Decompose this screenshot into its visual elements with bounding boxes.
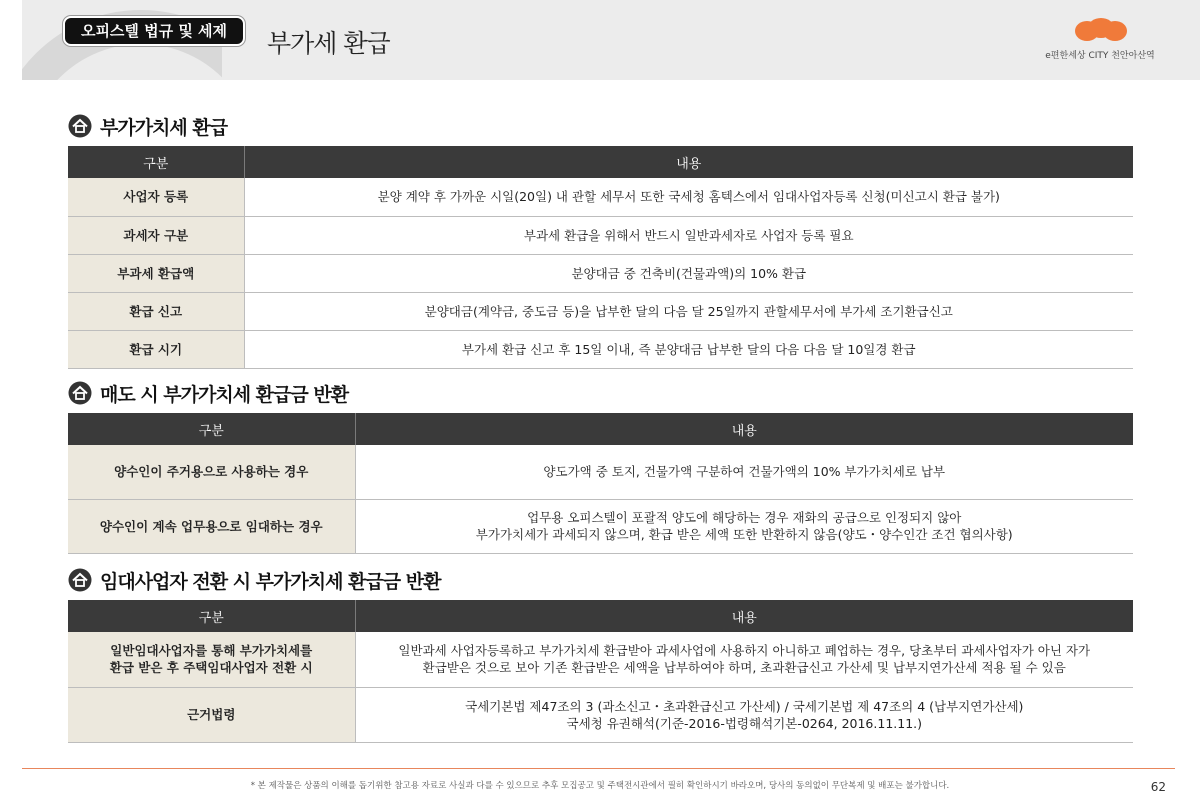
house-icon: [68, 381, 92, 405]
table-row: [68, 178, 1133, 216]
row-content: 양도가액 중 토지, 건물가액 구분하여 건물가액의 10% 부가가치세로 납부: [355, 445, 1133, 499]
row-content: 부가세 환급 신고 후 15일 이내, 즉 분양대금 납부한 달의 다음 다음 달 10일경 환급: [244, 330, 1133, 368]
house-icon: [68, 114, 92, 138]
section-vat-refund: [68, 112, 1133, 369]
row-content: 분양 계약 후 가까운 시일(20일) 내 관할 세무서 또한 국세청 홈텍스에서 임대사업자등록 신청(미신고시 환급 불가): [244, 178, 1133, 216]
column-header: 내용: [355, 600, 1133, 632]
table-row: [68, 216, 1133, 254]
section-rental-conversion-return: [68, 566, 1133, 743]
content-line: 국세청 유권해석(기준-2016-법령해석기본-0264, 2016.11.11.): [566, 715, 922, 731]
row-label: 부과세 환급액: [68, 254, 244, 292]
table-row: [68, 687, 1133, 742]
table-row: [68, 330, 1133, 368]
column-header: 구분: [68, 600, 355, 632]
house-icon: [68, 568, 92, 592]
section-sale-refund-return: [68, 379, 1133, 554]
rental-conversion-table: [68, 600, 1133, 743]
column-header: 구분: [68, 146, 244, 178]
row-content: [355, 687, 1133, 742]
page-number: 62: [1150, 780, 1166, 794]
row-content: 분양대금(계약금, 중도금 등)을 납부한 달의 다음 달 25일까지 관할세무서에 부가세 조기환급신고: [244, 292, 1133, 330]
table-row: [68, 292, 1133, 330]
table-row: [68, 499, 1133, 553]
row-label: 환급 신고: [68, 292, 244, 330]
label-line: 일반임대사업자를 통해 부가가치세를: [110, 643, 313, 659]
section-title: 임대사업자 전환 시 부가가치세 환급금 반환: [100, 571, 441, 593]
content-line: 업무용 오피스텔이 포괄적 양도에 해당하는 경우 재화의 공급으로 인정되지 않아: [527, 510, 962, 525]
brand-logo-text: e편한세상 CITY 천안아산역: [1045, 51, 1155, 61]
table-row: [68, 254, 1133, 292]
row-label: 환급 시기: [68, 330, 244, 368]
row-content: 부과세 환급을 위해서 반드시 일반과세자로 사업자 등록 필요: [244, 216, 1133, 254]
row-label: [68, 632, 355, 687]
footer-divider: [22, 768, 1175, 769]
row-label: 사업자 등록: [68, 178, 244, 216]
row-label: 근거법령: [68, 687, 355, 742]
content-line: 국세기본법 제47조의 3 (과소신고・초과환급신고 가산세) / 국세기본법 제 47조의 4 (납부지연가산세): [465, 698, 1024, 714]
column-header: 내용: [355, 413, 1133, 445]
table-row: [68, 445, 1133, 499]
row-content: 분양대금 중 건축비(건물과액)의 10% 환급: [244, 254, 1133, 292]
row-label: 양수인이 주거용으로 사용하는 경우: [68, 445, 355, 499]
footer-disclaimer: * 본 제작물은 상품의 이해를 돕기위한 참고용 자료로 사실과 다를 수 있으므로 추후 모집공고 및 주택전시관에서 필히 확인하시기 바라오며, 당사의 동의없이 무단복제 및 배포는 불가합니다.: [250, 781, 950, 791]
content-line: 부가가치세가 과세되지 않으며, 환급 받은 세액 또한 반환하지 않음(양도・양수인간 조건 협의사항): [475, 527, 1013, 542]
row-label: 양수인이 계속 업무용으로 임대하는 경우: [68, 499, 355, 553]
content-line: 환급받은 것으로 보아 기존 환급받은 세액을 납부하여야 하며, 초과환급신고 가산세 및 납부지연가산세 적용 될 수 있음: [422, 660, 1066, 676]
column-header: 구분: [68, 413, 355, 445]
section-title: 매도 시 부가가치세 환급금 반환: [100, 384, 349, 406]
content-line: 일반과세 사업자등록하고 부가가치세 환급받아 과세사업에 사용하지 아니하고 폐업하는 경우, 당초부터 과세사업자가 아닌 자가: [398, 643, 1091, 659]
section-title: 부가가치세 환급: [100, 117, 228, 139]
category-badge: 오피스텔 법규 및 세제: [63, 16, 245, 46]
brand-logo-icon: [1075, 18, 1127, 42]
vat-refund-table: [68, 146, 1133, 369]
label-line: 환급 받은 후 주택임대사업자 전환 시: [109, 660, 313, 676]
table-row: [68, 632, 1133, 687]
row-content: [355, 499, 1133, 553]
row-content: [355, 632, 1133, 687]
row-label: 과세자 구분: [68, 216, 244, 254]
column-header: 내용: [244, 146, 1133, 178]
page-title: 부가세 환급: [267, 29, 390, 58]
sale-refund-table: [68, 413, 1133, 554]
